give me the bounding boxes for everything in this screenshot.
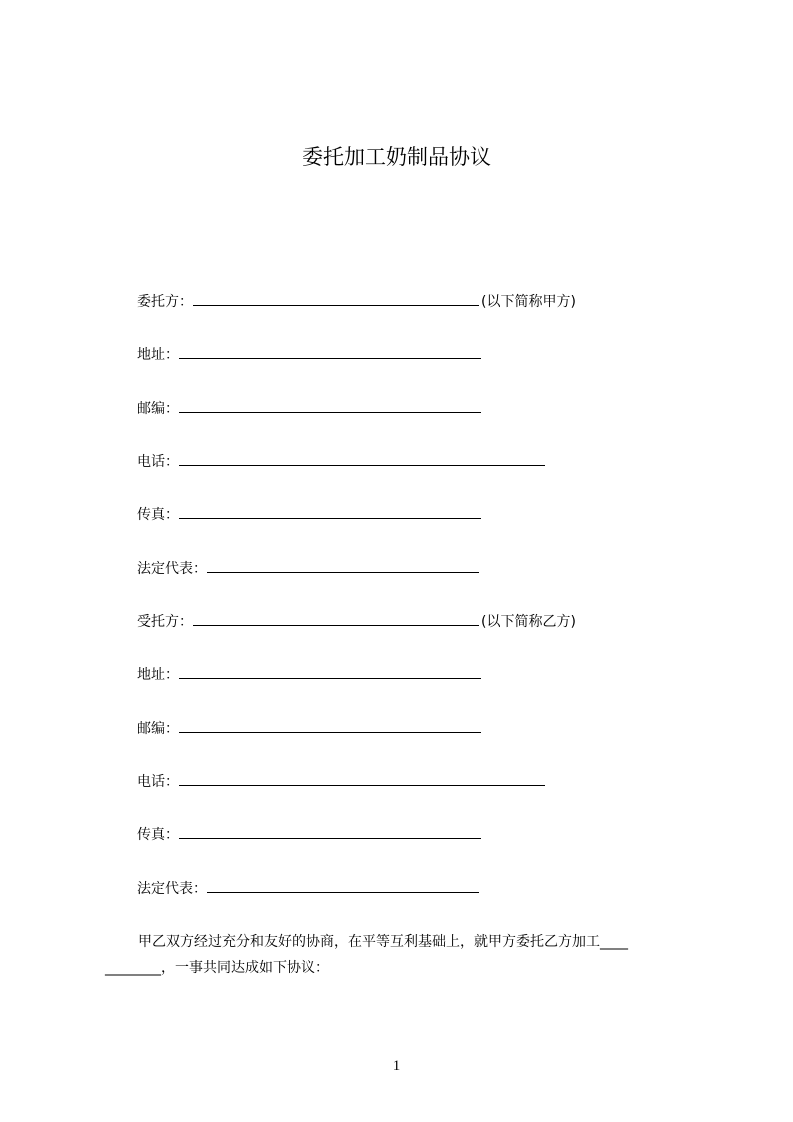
page-title: 委托加工奶制品协议 (302, 145, 491, 169)
party-b-row (137, 611, 576, 632)
party-b-label: 受托方： (137, 614, 193, 630)
party-b-phone-label: 电话： (137, 774, 179, 790)
party-a-legal-rep-label: 法定代表： (137, 561, 207, 577)
party-b-phone-row (137, 771, 545, 792)
party-a-fax-label: 传真： (137, 507, 179, 523)
party-a-blank[interactable] (193, 291, 479, 306)
party-a-legal-rep-row (137, 558, 479, 579)
party-a-phone-label: 电话： (137, 454, 179, 470)
party-b-blank[interactable] (193, 611, 479, 626)
intro-line-1: 甲乙双方经过充分和友好的协商，在平等互利基础上，就甲方委托乙方加工____ (138, 934, 628, 950)
party-a-label: 委托方： (137, 294, 193, 310)
party-a-address-row (137, 344, 481, 365)
party-a-address-label: 地址： (137, 347, 179, 363)
party-b-address-label: 地址： (137, 667, 179, 683)
party-b-fax-blank[interactable] (179, 824, 481, 839)
party-a-legal-rep-blank[interactable] (207, 558, 479, 573)
party-b-legal-rep-blank[interactable] (207, 878, 479, 893)
party-b-postcode-row (137, 718, 481, 739)
party-a-fax-blank[interactable] (179, 504, 481, 519)
party-b-postcode-blank[interactable] (179, 718, 481, 733)
page-number: 1 (392, 1058, 401, 1074)
party-a-suffix: (以下简称甲方) (481, 294, 576, 310)
party-a-row (137, 291, 576, 312)
intro-paragraph (105, 932, 705, 978)
party-b-suffix: (以下简称乙方) (481, 614, 576, 630)
party-b-address-row (137, 664, 481, 685)
party-a-postcode-label: 邮编： (137, 401, 179, 417)
party-b-legal-rep-row (137, 878, 479, 899)
party-a-postcode-blank[interactable] (179, 398, 481, 413)
party-b-legal-rep-label: 法定代表： (137, 881, 207, 897)
party-a-phone-blank[interactable] (179, 451, 545, 466)
party-a-phone-row (137, 451, 545, 472)
party-a-postcode-row (137, 398, 481, 419)
intro-line-2: ________，一事共同达成如下协议： (105, 960, 329, 976)
party-b-fax-row (137, 824, 481, 845)
party-b-postcode-label: 邮编： (137, 721, 179, 737)
party-b-fax-label: 传真： (137, 827, 179, 843)
party-b-phone-blank[interactable] (179, 771, 545, 786)
party-a-address-blank[interactable] (179, 344, 481, 359)
party-a-fax-row (137, 504, 481, 525)
party-b-address-blank[interactable] (179, 664, 481, 679)
